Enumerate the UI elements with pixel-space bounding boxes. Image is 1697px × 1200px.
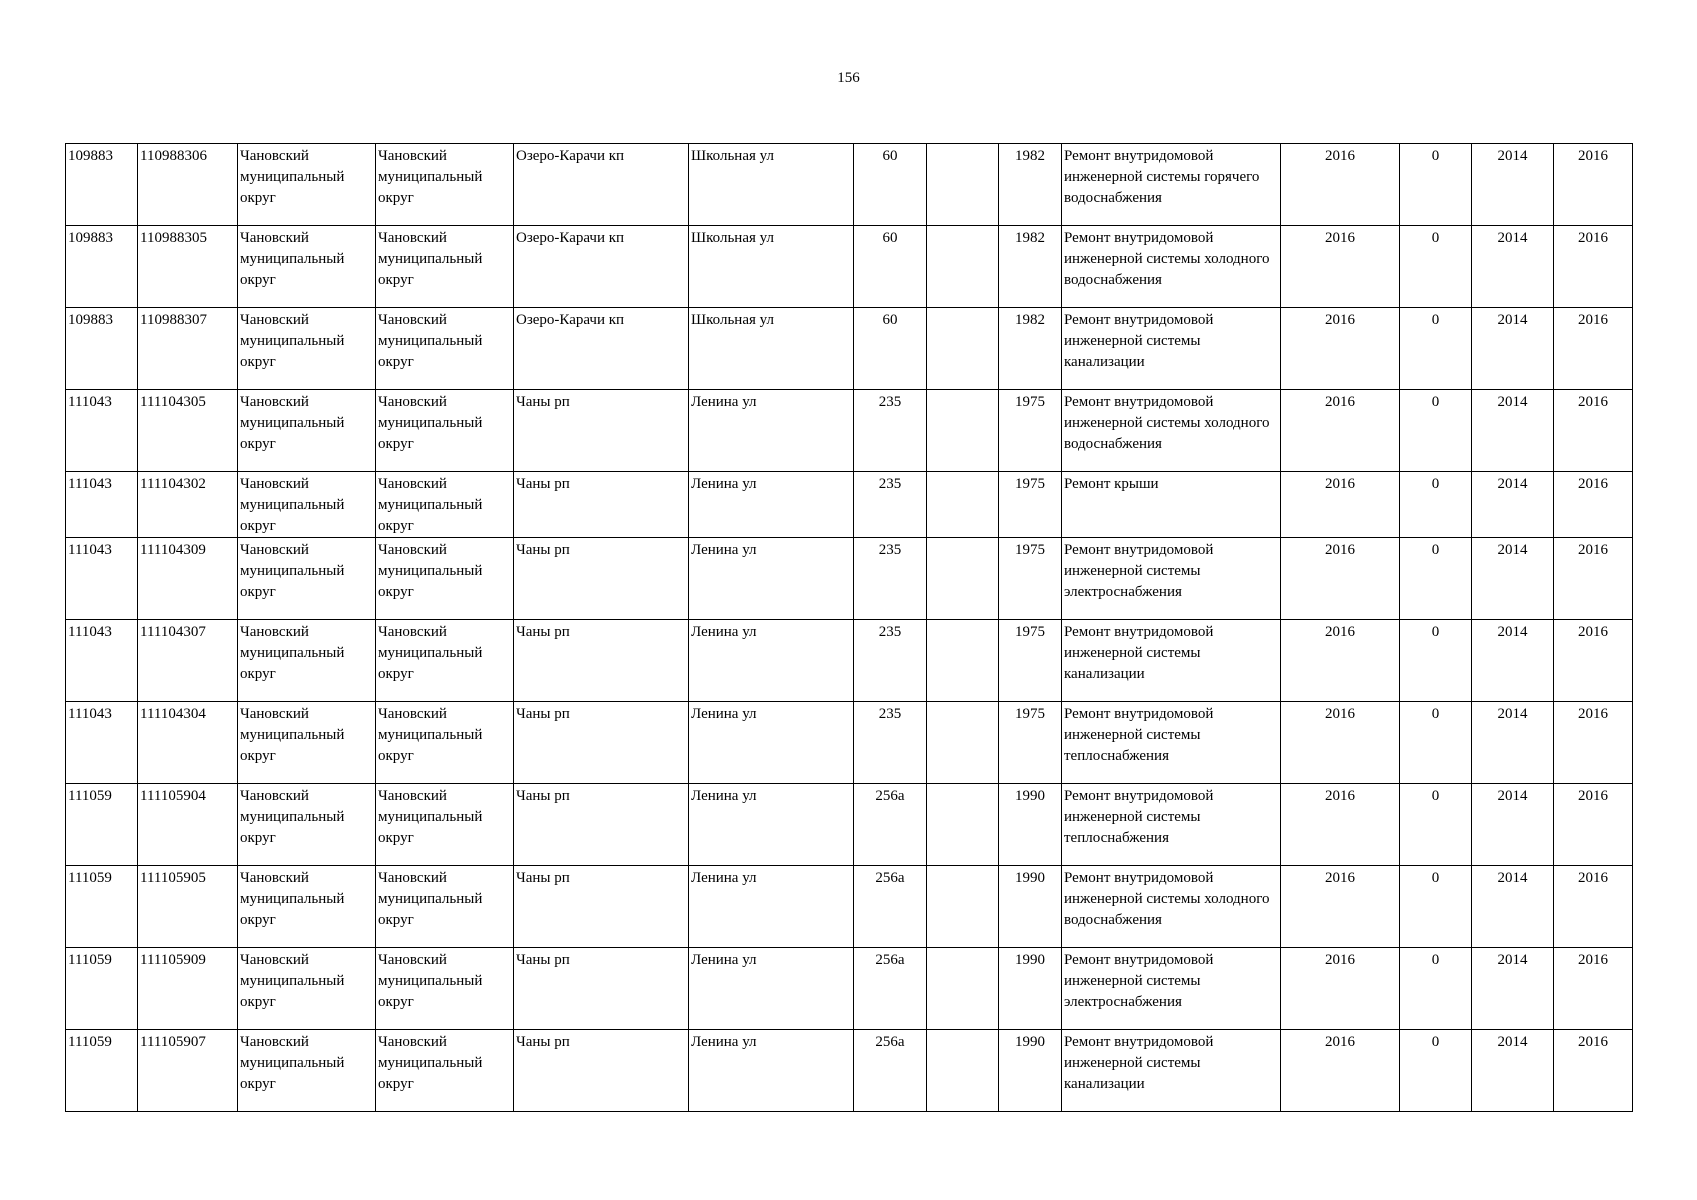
table-row: [66, 538, 1633, 620]
cell-work-code: 110988307: [138, 308, 238, 390]
cell-work-code: 111105905: [138, 866, 238, 948]
cell-record-id: 111043: [66, 702, 138, 784]
cell-empty-cell: [927, 866, 999, 948]
cell-locality: Озеро-Карачи кп: [514, 144, 689, 226]
cell-street: Ленина ул: [689, 390, 854, 472]
cell-locality: Чаны рп: [514, 472, 689, 538]
table-row: [66, 308, 1633, 390]
cell-amount: 0: [1400, 784, 1472, 866]
cell-work-type: Ремонт внутридомовой инженерной системы электроснабжения: [1062, 948, 1281, 1030]
cell-empty-cell: [927, 784, 999, 866]
cell-record-id: 111043: [66, 472, 138, 538]
cell-record-id: 109883: [66, 226, 138, 308]
cell-district: Чановский муниципальный округ: [376, 538, 514, 620]
cell-year-to: 2016: [1554, 538, 1633, 620]
cell-amount: 0: [1400, 226, 1472, 308]
table-row: [66, 472, 1633, 538]
cell-municipality: Чановский муниципальный округ: [238, 620, 376, 702]
cell-year-from: 2014: [1472, 948, 1554, 1030]
cell-year-from: 2014: [1472, 538, 1554, 620]
cell-plan-year: 2016: [1281, 702, 1400, 784]
cell-empty-cell: [927, 390, 999, 472]
cell-street: Ленина ул: [689, 1030, 854, 1112]
table-row: [66, 226, 1633, 308]
cell-year-built: 1975: [999, 620, 1062, 702]
cell-work-type: Ремонт внутридомовой инженерной системы электроснабжения: [1062, 538, 1281, 620]
cell-year-built: 1990: [999, 1030, 1062, 1112]
cell-plan-year: 2016: [1281, 784, 1400, 866]
cell-work-code: 110988305: [138, 226, 238, 308]
cell-municipality: Чановский муниципальный округ: [238, 390, 376, 472]
cell-work-type: Ремонт внутридомовой инженерной системы канализации: [1062, 308, 1281, 390]
cell-amount: 0: [1400, 472, 1472, 538]
cell-plan-year: 2016: [1281, 948, 1400, 1030]
cell-municipality: Чановский муниципальный округ: [238, 472, 376, 538]
cell-plan-year: 2016: [1281, 538, 1400, 620]
cell-work-code: 111104309: [138, 538, 238, 620]
cell-year-from: 2014: [1472, 308, 1554, 390]
cell-work-code: 111105904: [138, 784, 238, 866]
cell-year-to: 2016: [1554, 1030, 1633, 1112]
cell-year-built: 1975: [999, 472, 1062, 538]
cell-year-from: 2014: [1472, 866, 1554, 948]
cell-year-to: 2016: [1554, 866, 1633, 948]
cell-year-from: 2014: [1472, 784, 1554, 866]
cell-street: Ленина ул: [689, 472, 854, 538]
cell-street: Ленина ул: [689, 538, 854, 620]
cell-district: Чановский муниципальный округ: [376, 866, 514, 948]
cell-plan-year: 2016: [1281, 226, 1400, 308]
cell-work-type: Ремонт внутридомовой инженерной системы холодного водоснабжения: [1062, 226, 1281, 308]
cell-district: Чановский муниципальный округ: [376, 472, 514, 538]
table-row: [66, 784, 1633, 866]
cell-municipality: Чановский муниципальный округ: [238, 702, 376, 784]
cell-plan-year: 2016: [1281, 308, 1400, 390]
cell-year-built: 1990: [999, 784, 1062, 866]
cell-locality: Чаны рп: [514, 702, 689, 784]
registry-body: [66, 144, 1633, 1112]
table-row: [66, 948, 1633, 1030]
cell-locality: Озеро-Карачи кп: [514, 226, 689, 308]
cell-street: Ленина ул: [689, 784, 854, 866]
cell-municipality: Чановский муниципальный округ: [238, 226, 376, 308]
cell-work-code: 111104304: [138, 702, 238, 784]
cell-amount: 0: [1400, 144, 1472, 226]
cell-empty-cell: [927, 538, 999, 620]
cell-street: Школьная ул: [689, 226, 854, 308]
cell-year-built: 1975: [999, 702, 1062, 784]
cell-district: Чановский муниципальный округ: [376, 620, 514, 702]
cell-house-number: 60: [854, 226, 927, 308]
cell-year-to: 2016: [1554, 144, 1633, 226]
cell-record-id: 111043: [66, 620, 138, 702]
registry-table: [65, 143, 1633, 1112]
cell-amount: 0: [1400, 702, 1472, 784]
cell-district: Чановский муниципальный округ: [376, 1030, 514, 1112]
cell-municipality: Чановский муниципальный округ: [238, 144, 376, 226]
cell-street: Школьная ул: [689, 144, 854, 226]
cell-work-type: Ремонт внутридомовой инженерной системы теплоснабжения: [1062, 702, 1281, 784]
cell-street: Ленина ул: [689, 866, 854, 948]
cell-record-id: 111059: [66, 866, 138, 948]
cell-locality: Чаны рп: [514, 866, 689, 948]
cell-year-built: 1990: [999, 866, 1062, 948]
table-row: [66, 144, 1633, 226]
table-row: [66, 866, 1633, 948]
cell-work-type: Ремонт внутридомовой инженерной системы теплоснабжения: [1062, 784, 1281, 866]
cell-year-to: 2016: [1554, 472, 1633, 538]
cell-record-id: 111059: [66, 784, 138, 866]
cell-amount: 0: [1400, 390, 1472, 472]
cell-empty-cell: [927, 620, 999, 702]
cell-empty-cell: [927, 948, 999, 1030]
cell-municipality: Чановский муниципальный округ: [238, 784, 376, 866]
cell-year-to: 2016: [1554, 620, 1633, 702]
cell-plan-year: 2016: [1281, 472, 1400, 538]
cell-year-to: 2016: [1554, 308, 1633, 390]
cell-record-id: 111043: [66, 538, 138, 620]
cell-amount: 0: [1400, 1030, 1472, 1112]
table-row: [66, 620, 1633, 702]
cell-empty-cell: [927, 702, 999, 784]
cell-year-to: 2016: [1554, 390, 1633, 472]
cell-plan-year: 2016: [1281, 144, 1400, 226]
cell-work-type: Ремонт внутридомовой инженерной системы холодного водоснабжения: [1062, 866, 1281, 948]
cell-plan-year: 2016: [1281, 1030, 1400, 1112]
cell-empty-cell: [927, 1030, 999, 1112]
cell-municipality: Чановский муниципальный округ: [238, 308, 376, 390]
cell-district: Чановский муниципальный округ: [376, 784, 514, 866]
cell-year-built: 1990: [999, 948, 1062, 1030]
cell-house-number: 235: [854, 702, 927, 784]
cell-work-code: 111104307: [138, 620, 238, 702]
cell-plan-year: 2016: [1281, 390, 1400, 472]
cell-year-to: 2016: [1554, 784, 1633, 866]
cell-plan-year: 2016: [1281, 620, 1400, 702]
cell-house-number: 256а: [854, 1030, 927, 1112]
cell-year-from: 2014: [1472, 226, 1554, 308]
cell-year-from: 2014: [1472, 472, 1554, 538]
cell-year-built: 1982: [999, 226, 1062, 308]
cell-municipality: Чановский муниципальный округ: [238, 538, 376, 620]
cell-locality: Чаны рп: [514, 784, 689, 866]
table-row: [66, 390, 1633, 472]
cell-amount: 0: [1400, 620, 1472, 702]
cell-year-from: 2014: [1472, 144, 1554, 226]
cell-house-number: 235: [854, 620, 927, 702]
cell-record-id: 109883: [66, 144, 138, 226]
cell-work-type: Ремонт внутридомовой инженерной системы канализации: [1062, 620, 1281, 702]
cell-work-type: Ремонт внутридомовой инженерной системы холодного водоснабжения: [1062, 390, 1281, 472]
cell-locality: Чаны рп: [514, 620, 689, 702]
table-row: [66, 1030, 1633, 1112]
cell-record-id: 111059: [66, 1030, 138, 1112]
cell-work-type: Ремонт внутридомовой инженерной системы канализации: [1062, 1030, 1281, 1112]
cell-work-type: Ремонт крыши: [1062, 472, 1281, 538]
cell-municipality: Чановский муниципальный округ: [238, 866, 376, 948]
cell-plan-year: 2016: [1281, 866, 1400, 948]
cell-amount: 0: [1400, 948, 1472, 1030]
cell-house-number: 60: [854, 308, 927, 390]
cell-house-number: 60: [854, 144, 927, 226]
cell-record-id: 111059: [66, 948, 138, 1030]
cell-amount: 0: [1400, 538, 1472, 620]
cell-district: Чановский муниципальный округ: [376, 948, 514, 1030]
cell-empty-cell: [927, 226, 999, 308]
cell-house-number: 256а: [854, 948, 927, 1030]
cell-year-to: 2016: [1554, 948, 1633, 1030]
cell-year-built: 1975: [999, 538, 1062, 620]
cell-municipality: Чановский муниципальный округ: [238, 1030, 376, 1112]
cell-locality: Чаны рп: [514, 1030, 689, 1112]
page-number: 156: [837, 70, 860, 86]
cell-empty-cell: [927, 472, 999, 538]
cell-house-number: 256а: [854, 784, 927, 866]
cell-street: Ленина ул: [689, 948, 854, 1030]
cell-street: Ленина ул: [689, 620, 854, 702]
cell-empty-cell: [927, 308, 999, 390]
cell-work-code: 111105907: [138, 1030, 238, 1112]
cell-locality: Чаны рп: [514, 390, 689, 472]
cell-house-number: 256а: [854, 866, 927, 948]
cell-work-type: Ремонт внутридомовой инженерной системы горячего водоснабжения: [1062, 144, 1281, 226]
cell-work-code: 111104302: [138, 472, 238, 538]
cell-district: Чановский муниципальный округ: [376, 144, 514, 226]
cell-street: Ленина ул: [689, 702, 854, 784]
cell-year-built: 1975: [999, 390, 1062, 472]
cell-district: Чановский муниципальный округ: [376, 226, 514, 308]
cell-locality: Чаны рп: [514, 948, 689, 1030]
cell-locality: Чаны рп: [514, 538, 689, 620]
cell-record-id: 109883: [66, 308, 138, 390]
cell-amount: 0: [1400, 308, 1472, 390]
cell-district: Чановский муниципальный округ: [376, 308, 514, 390]
cell-year-to: 2016: [1554, 702, 1633, 784]
cell-year-built: 1982: [999, 144, 1062, 226]
cell-district: Чановский муниципальный округ: [376, 702, 514, 784]
cell-municipality: Чановский муниципальный округ: [238, 948, 376, 1030]
cell-year-from: 2014: [1472, 702, 1554, 784]
cell-year-from: 2014: [1472, 1030, 1554, 1112]
cell-empty-cell: [927, 144, 999, 226]
cell-house-number: 235: [854, 390, 927, 472]
table-row: [66, 702, 1633, 784]
cell-street: Школьная ул: [689, 308, 854, 390]
cell-house-number: 235: [854, 472, 927, 538]
cell-year-from: 2014: [1472, 390, 1554, 472]
cell-year-from: 2014: [1472, 620, 1554, 702]
cell-work-code: 111105909: [138, 948, 238, 1030]
cell-district: Чановский муниципальный округ: [376, 390, 514, 472]
cell-year-to: 2016: [1554, 226, 1633, 308]
cell-house-number: 235: [854, 538, 927, 620]
cell-locality: Озеро-Карачи кп: [514, 308, 689, 390]
cell-year-built: 1982: [999, 308, 1062, 390]
cell-amount: 0: [1400, 866, 1472, 948]
cell-work-code: 111104305: [138, 390, 238, 472]
cell-work-code: 110988306: [138, 144, 238, 226]
cell-record-id: 111043: [66, 390, 138, 472]
